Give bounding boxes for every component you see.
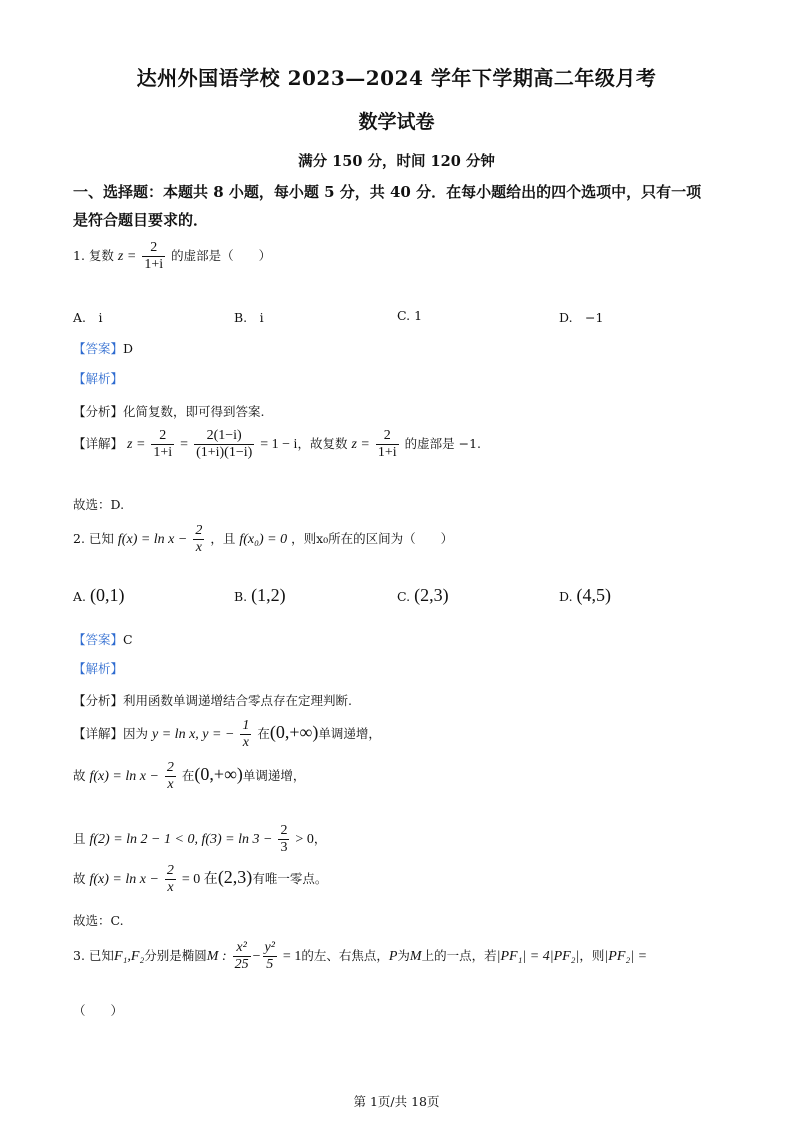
q1-answer-value: D — [123, 341, 134, 356]
q1-fenxi — [73, 402, 265, 420]
q1-number: 1. — [73, 248, 85, 263]
q2-d3-post: ， — [313, 831, 327, 846]
q1-option-a: A. i — [73, 310, 103, 325]
q2-d4-frac-num: 2 — [166, 863, 174, 878]
q1-detail-frac1 — [151, 428, 174, 461]
q2-detail-line1 — [73, 718, 381, 751]
q2-d2-frac-num: 2 — [166, 760, 174, 775]
q2-d1-interval: (0,+∞) — [269, 722, 319, 742]
q2-d2-post: 单调递增， — [242, 768, 306, 783]
q2-fx: f(x) = ln x − — [117, 532, 188, 547]
exam-title: 达州外国语学校 2023—2024 学年下学期高二年级月考 — [136, 66, 657, 90]
q1-detail-frac2-den: (1+i)(1−i) — [196, 445, 253, 460]
q1-option-c: C. 1 — [397, 308, 423, 323]
section-heading-line1: 一、选择题：本题共 8 小题，每小题 5 分，共 40 分．在每小题给出的四个选项中，只有一项 — [73, 183, 702, 201]
q2-d3-fraction — [278, 823, 289, 856]
q1-detail-end: 的虚部是 −1. — [404, 436, 481, 451]
q2-d1-in: 在 — [257, 726, 270, 741]
q3-p: P — [388, 949, 398, 964]
q2-fraction — [193, 523, 204, 556]
q3-fy-den: 5 — [266, 957, 274, 972]
q1-detail-frac1-den: 1+i — [153, 445, 173, 460]
q3-mid3: 为 — [397, 948, 410, 963]
q2-d1-frac-den: x — [242, 735, 249, 750]
q2-d1-pre: 因为 — [123, 726, 149, 741]
detail-tag: 【详解】 — [73, 436, 124, 451]
q3-number: 3. — [73, 948, 85, 963]
q2-option-c-value: (2,3) — [414, 585, 449, 605]
answer-tag: 【答案】 — [73, 632, 124, 647]
q2-d1-post: 单调递增， — [318, 726, 381, 741]
question-3 — [73, 940, 647, 973]
q3-fraction-x — [233, 940, 251, 973]
q2-d1-frac-num: 1 — [242, 718, 250, 733]
q2-d2-interval: (0,+∞) — [194, 764, 243, 784]
q1-detail-frac3-den: 1+i — [377, 445, 397, 460]
q3-mid1: 分别是椭圆 — [144, 948, 207, 963]
q1-post: 的虚部是（ ） — [171, 248, 272, 263]
q1-pre: 复数 — [88, 248, 114, 263]
q2-d1-math: y = ln x, y = − — [152, 727, 235, 742]
q1-detail-z: z = — [127, 437, 146, 452]
q2-option-d-label: D. — [559, 589, 573, 604]
q1-fenxi-text: 化简复数，即可得到答案. — [123, 404, 265, 419]
q2-option-a — [73, 585, 125, 606]
q3-condition: |PF₁| = 4|PF₂| — [496, 949, 580, 964]
q1-detail-eq: = — [180, 437, 189, 452]
q3-fx-den: 25 — [234, 957, 249, 972]
q2-d3-frac-num: 2 — [280, 823, 288, 838]
q3-mid4: 上的一点，若 — [421, 948, 497, 963]
q3-mid5: ，则 — [579, 948, 605, 963]
q2-d4-math: f(x) = ln x − — [89, 872, 159, 887]
q2-post: ，则x₀所在的区间为（ ） — [291, 531, 454, 546]
q1-choice: 故选：D. — [73, 497, 125, 512]
q2-number: 2. — [73, 531, 85, 546]
q2-d4-math-b: = 0 在 — [181, 872, 218, 887]
page-footer: 第 1页/共 18页 — [353, 1094, 440, 1109]
q2-option-c-label: C. — [397, 589, 411, 604]
q2-frac-num: 2 — [195, 523, 203, 538]
q2-d4-pre: 故 — [73, 871, 86, 886]
exam-info: 满分 150 分，时间 120 分钟 — [298, 153, 495, 170]
q2-option-a-label: A. — [73, 589, 87, 604]
q1-detail-result: = 1 − i — [260, 437, 298, 452]
q2-d2-frac-den: x — [167, 777, 174, 792]
question-1 — [73, 240, 271, 273]
q1-detail-z2: z = — [351, 437, 370, 452]
q1-frac-num: 2 — [142, 240, 165, 257]
q3-minus: − — [252, 949, 261, 964]
q1-detail-frac3-num: 2 — [376, 428, 399, 445]
q2-answer — [73, 630, 133, 648]
q2-mid: ，且 — [210, 531, 236, 546]
q2-option-d — [559, 585, 611, 606]
q1-lhs: z = — [117, 249, 137, 264]
q2-d2-pre: 故 — [73, 768, 86, 783]
q1-detail — [73, 428, 481, 461]
q2-d4-interval: (2,3) — [217, 867, 253, 887]
analysis-tag: 【解析】 — [73, 371, 124, 386]
q1-option-b: B. i — [234, 310, 264, 325]
q2-option-c — [397, 585, 449, 606]
q2-option-b-label: B. — [234, 589, 248, 604]
q3-eq1: = 1 — [282, 949, 302, 964]
q2-d3-frac-den: 3 — [280, 840, 288, 855]
q2-option-a-value: (0,1) — [90, 585, 125, 605]
q2-detail-line2 — [73, 760, 305, 793]
q2-analysis — [73, 659, 123, 677]
section-heading-line2: 是符合题目要求的． — [73, 211, 209, 229]
q3-foci: F₁,F₂ — [113, 949, 145, 964]
q1-detail-frac1-num: 2 — [151, 428, 174, 445]
q2-d2-math: f(x) = ln x − — [89, 769, 159, 784]
q3-mid2: 的左、右焦点， — [301, 948, 389, 963]
q2-d3-math-b: > 0 — [295, 832, 314, 847]
q1-answer — [73, 339, 133, 357]
q2-d2-in: 在 — [181, 768, 195, 783]
answer-tag: 【答案】 — [73, 341, 124, 356]
q2-d1-fraction — [240, 718, 251, 751]
q2-detail-line3 — [73, 823, 326, 856]
q2-d4-post: 有唯一零点。 — [252, 871, 328, 886]
q3-ask: |PF₂| = — [604, 949, 648, 964]
q2-option-d-value: (4,5) — [576, 585, 612, 605]
q2-answer-value: C — [123, 632, 133, 647]
q1-detail-frac2 — [194, 428, 254, 461]
q2-option-b-value: (1,2) — [251, 585, 286, 605]
fenxi-tag: 【分析】 — [73, 404, 124, 419]
q2-fx0: f(x₀) = 0 — [239, 532, 288, 547]
q2-d4-frac-den: x — [167, 880, 174, 895]
q2-d2-fraction — [165, 760, 176, 793]
q3-fx-num: x² — [233, 940, 251, 957]
q1-detail-frac3 — [376, 428, 399, 461]
q1-frac-den: 1+i — [144, 257, 164, 272]
q2-option-b — [234, 585, 286, 606]
q2-frac-den: x — [195, 540, 202, 555]
q2-d3-pre: 且 — [73, 831, 86, 846]
q2-choice: 故选：C. — [73, 913, 124, 928]
analysis-tag: 【解析】 — [73, 661, 124, 676]
q2-pre: 已知 — [88, 531, 114, 546]
q3-pre: 已知 — [88, 948, 114, 963]
q1-detail-frac2-num: 2(1−i) — [194, 428, 254, 445]
detail-tag: 【详解】 — [73, 726, 124, 741]
q2-fenxi — [73, 691, 352, 709]
q3-fraction-y — [263, 940, 277, 973]
q3-line2: （ ） — [73, 1003, 124, 1018]
q2-fenxi-text: 利用函数单调递增结合零点存在定理判断. — [123, 693, 352, 708]
q1-fraction — [142, 240, 165, 273]
exam-subtitle: 数学试卷 — [358, 111, 435, 133]
q3-fy-num: y² — [264, 940, 275, 955]
q1-analysis — [73, 369, 123, 387]
q1-detail-mid: ，故复数 — [297, 436, 348, 451]
fenxi-tag: 【分析】 — [73, 693, 124, 708]
q2-detail-line4 — [73, 863, 327, 896]
q1-option-d: D. −1 — [559, 310, 604, 325]
q3-ellipse-name: M : — [206, 949, 227, 964]
question-2 — [73, 523, 453, 556]
q2-d3-math-a: f(2) = ln 2 − 1 < 0, f(3) = ln 3 − — [89, 832, 273, 847]
q2-d4-fraction — [165, 863, 176, 896]
q3-m2: M — [409, 949, 422, 964]
